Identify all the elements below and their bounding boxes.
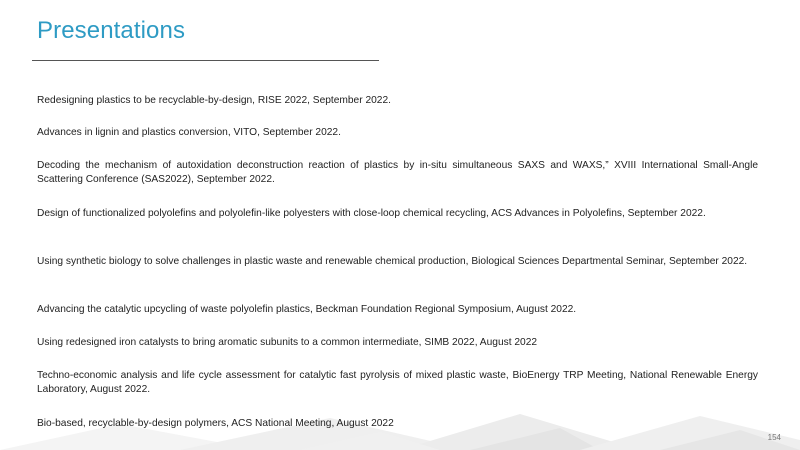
slide-title: Presentations	[37, 17, 186, 44]
title-divider	[32, 60, 379, 61]
list-item: Advancing the catalytic upcycling of waste polyolefin plastics, Beckman Foundation Regional Symposium, August 2022.	[37, 304, 577, 315]
list-item: Bio-based, recyclable-by-design polymers, ACS National Meeting, August 2022	[37, 418, 394, 429]
list-item: Advances in lignin and plastics conversion, VITO, September 2022.	[37, 127, 341, 138]
list-item: Using redesigned iron catalysts to bring aromatic subunits to a common intermediate, SIMB 2022, August 2022	[37, 337, 538, 348]
page-number: 154	[767, 433, 781, 442]
list-item: Redesigning plastics to be recyclable-by-design, RISE 2022, September 2022.	[37, 95, 391, 106]
list-item: Design of functionalized polyolefins and polyolefin-like polyesters with close-loop chemical recycling, ACS Advances in Polyolefins, September 2022.	[37, 208, 706, 219]
list-item: Techno-economic analysis and life cycle assessment for catalytic fast pyrolysis of mixed plastic waste, BioEnergy TRP Meeting, National Renewable Energy Laboratory, August 2022.	[37, 370, 758, 395]
list-item: Decoding the mechanism of autoxidation deconstruction reaction of plastics by in-situ simultaneous SAXS and WAXS,” XVIII International Small-Angle Scattering Conference (SAS2022), September 2022.	[37, 160, 758, 185]
list-item: Using synthetic biology to solve challenges in plastic waste and renewable chemical production, Biological Sciences Departmental Seminar, September 2022.	[37, 256, 748, 267]
